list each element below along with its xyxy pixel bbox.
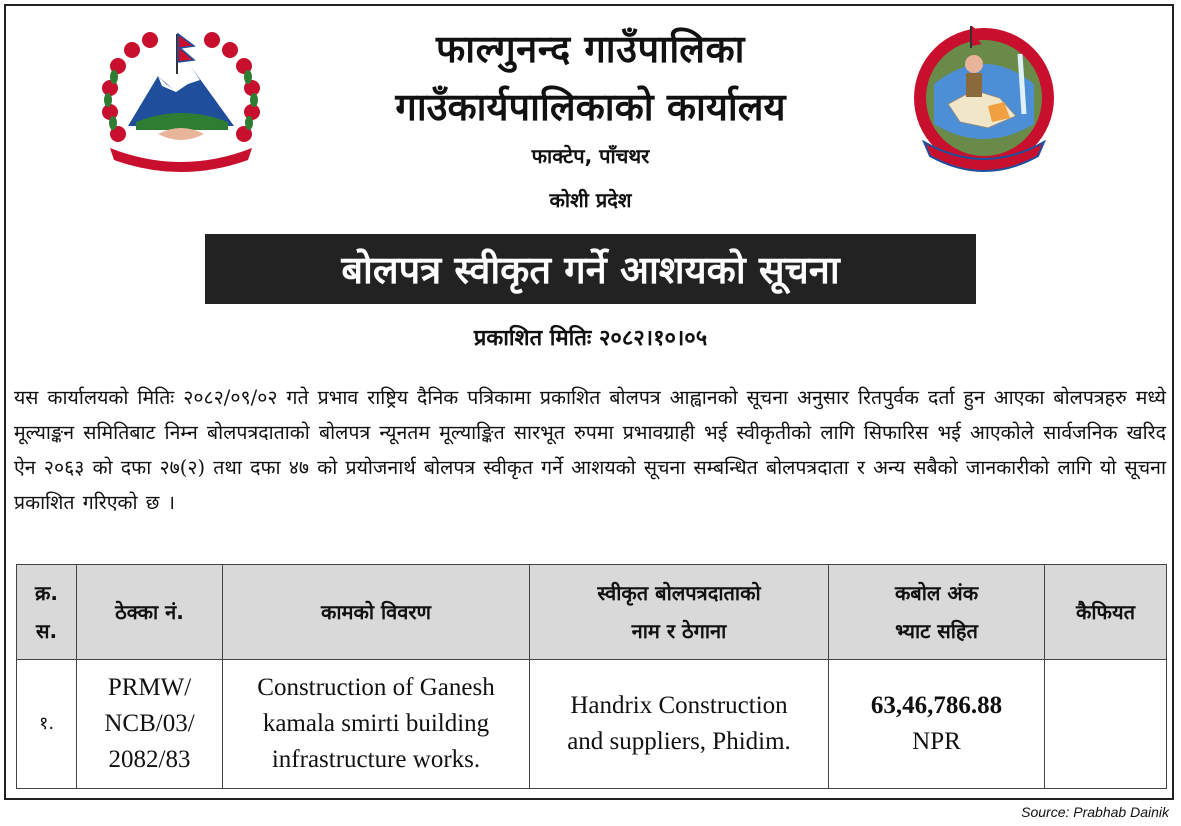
- cell-work-description: [223, 660, 530, 789]
- office-province: कोशी प्रदेश: [549, 188, 632, 212]
- notice-banner-title: बोलपत्र स्वीकृत गर्ने आशयको सूचना: [205, 234, 976, 304]
- header-bid-amount: [829, 565, 1045, 660]
- cell-bid-amount: [829, 660, 1045, 789]
- desc-line3: infrastructure works.: [271, 746, 481, 773]
- bidder-line1: Handrix Construction: [570, 692, 788, 719]
- contract-line1: PRMW/: [107, 674, 192, 701]
- cell-bidder: [530, 660, 829, 789]
- header-bidder-line2: नाम र ठेगाना: [631, 619, 727, 643]
- header-remarks: कैफियत: [1045, 565, 1167, 660]
- table-header-row: [17, 565, 1167, 660]
- office-address: फाक्टेप, पाँचथर: [531, 144, 650, 168]
- desc-line1: Construction of Ganesh: [257, 674, 495, 701]
- header-bidder-line1: स्वीकृत बोलपत्रदाताको: [597, 581, 761, 605]
- header-work-description: कामको विवरण: [223, 565, 530, 660]
- cell-remarks: [1045, 660, 1167, 789]
- contract-line2: NCB/03/: [104, 710, 195, 737]
- office-title: गाउँकार्यपालिकाको कार्यालय: [395, 85, 786, 129]
- header-amount-line2: भ्याट सहित: [895, 619, 978, 643]
- contract-line3: 2082/83: [108, 746, 191, 773]
- bidder-line2: and suppliers, Phidim.: [567, 728, 791, 755]
- published-date: प्रकाशित मितिः २०८२।१०।०५: [473, 326, 708, 351]
- bid-amount-currency: NPR: [912, 728, 961, 755]
- header-sn-line1: क्र.: [35, 581, 58, 605]
- header-amount-line1: कबोल अंक: [894, 581, 979, 605]
- bid-amount-value: 63,46,786.88: [870, 692, 1003, 719]
- office-name: फाल्गुनन्द गाउँपालिका: [435, 27, 746, 71]
- header-sn-line2: स.: [35, 619, 58, 643]
- desc-line2: kamala smirti building: [262, 710, 490, 737]
- source-credit: Source: Prabhab Dainik: [1021, 804, 1169, 820]
- table-row: [17, 660, 1167, 789]
- cell-contract-number: [77, 660, 223, 789]
- header-contract-number: ठेक्का नं.: [77, 565, 223, 660]
- cell-serial-number: १.: [17, 660, 77, 789]
- tender-table: [16, 564, 1167, 789]
- header-serial-number: [17, 565, 77, 660]
- notice-body-text: यस कार्यालयको मितिः २०८२/०९/०२ गते प्रभाव राष्ट्रिय दैनिक पत्रिकामा प्रकाशित बोलपत्र आह्वानको सूचना अनुसार रितपुर्वक दर्ता हुन आएका बोलपत्रहरु मध्ये मूल्याङ्कन समितिबाट निम्न बोलपत्रदाताको बोलपत्र न्यूनतम मूल्याङ्कित सारभूत रुपमा प्रभावग्राही भई स्वीकृतीको लागि सिफारिस भई आएकोले सार्वजनिक खरिद ऐन २०६३ को दफा २७(२) तथा दफा ४७ को प्रयोजनार्थ बोलपत्र स्वीकृत गर्ने आशयको सूचना सम्बन्धित बोलपत्रदाता र अन्य सबैको जानकारीको लागि यो सूचना प्रकाशित गरिएको छ ।: [14, 386, 1166, 514]
- header-bidder: [530, 565, 829, 660]
